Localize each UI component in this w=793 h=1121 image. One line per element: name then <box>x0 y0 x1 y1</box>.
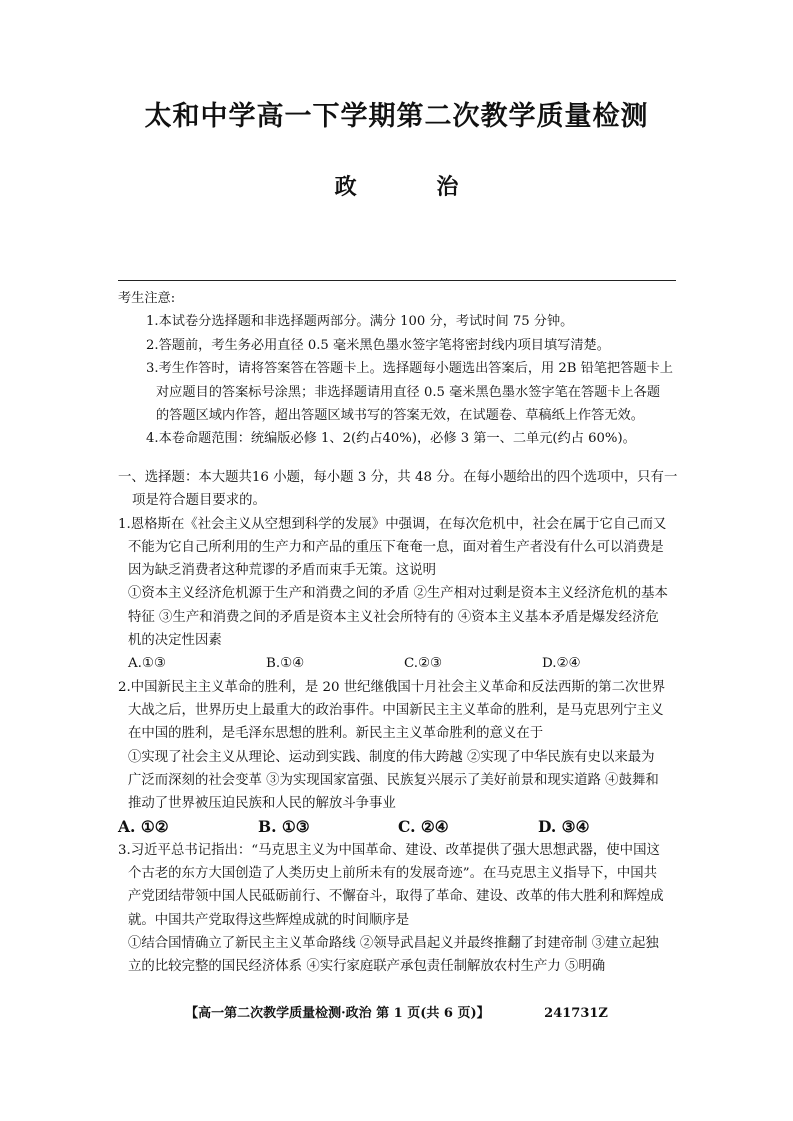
footer-page-info: 【高一第二次教学质量检测·政治 第 1 页(共 6 页)】 <box>185 1006 490 1021</box>
page-footer <box>0 1002 793 1021</box>
question-text: 个古老的东方大国创造了人类历史上前所未有的发展奇迹”。在马克思主义指导下，中国共 <box>128 866 658 882</box>
option-a: A. ①② <box>118 817 169 837</box>
question-statements: 特征 ③生产和消费之间的矛盾是资本主义社会所特有的 ④资本主义基本矛盾是爆发经济危 <box>128 609 659 625</box>
candidate-notice <box>118 287 678 451</box>
notice-item: 4.本卷命题范围：统编版必修 1、2(约占40%)，必修 3 第一、二单元(约占 60%)。 <box>146 431 636 447</box>
question-statements: 立的比较完整的国民经济体系 ④实行家庭联产承包责任制解放农村生产力 ⑤明确 <box>128 959 606 975</box>
notice-item: 3.考生作答时，请将答案答在答题卡上。选择题每小题选出答案后，用 2B 铅笔把答题卡上 <box>146 361 673 377</box>
answer-options <box>118 652 680 675</box>
question-statements: 机的决定性因素 <box>128 633 222 649</box>
option-c: C. ②④ <box>398 817 449 837</box>
question-statements: 推动了世界被压迫民族和人民的解放斗争事业 <box>128 796 396 812</box>
notice-item-continued: 的答题区域内作答，超出答题区域书写的答案无效，在试题卷、草稿纸上作答无效。 <box>156 408 644 424</box>
question-statements: ①实现了社会主义从理论、运动到实践、制度的伟大跨越 ②实现了中华民族有史以来最为 <box>128 749 655 765</box>
question-2 <box>118 676 680 839</box>
question-statements: ①结合国情确立了新民主主义革命路线 ②领导武昌起义并最终推翻了封建帝制 ③建立起独 <box>128 935 659 951</box>
question-1 <box>118 513 680 676</box>
option-d: D. ③④ <box>538 817 590 837</box>
question-text: 3.习近平总书记指出：“马克思主义为中国革命、建设、改革提供了强大思想武器，使中国这 <box>118 842 660 858</box>
option-a: A.①③ <box>128 656 166 672</box>
notice-item: 2.答题前，考生务必用直径 0.5 毫米黑色墨水签字笔将密封线内项目填写清楚。 <box>146 337 610 353</box>
question-3 <box>118 839 680 979</box>
question-text: 因为缺乏消费者这种荒谬的矛盾而束手无策。这说明 <box>128 563 436 579</box>
option-c: C.②③ <box>404 656 443 672</box>
option-b: B.①④ <box>266 656 305 672</box>
question-text: 在中国的胜利，是毛泽东思想的胜利。新民主主义革命胜利的意义在于 <box>128 726 544 742</box>
subject-title: 政 治 <box>334 174 495 200</box>
question-text: 产党团结带领中国人民砥砺前行、不懈奋斗，取得了革命、建设、改革的伟大胜利和辉煌成 <box>128 889 664 905</box>
question-text: 2.中国新民主主义革命的胜利，是 20 世纪继俄国十月社会主义革命和反法西斯的第二次世界 <box>118 679 666 695</box>
question-text: 就。中国共产党取得这些辉煌成就的时间顺序是 <box>128 912 410 928</box>
question-statements: ①资本主义经济危机源于生产和消费之间的矛盾 ②生产相对过剩是资本主义经济危机的基本 <box>128 586 668 602</box>
question-statements: 广泛而深刻的社会变革 ③为实现国家富强、民族复兴展示了美好前景和现实道路 ④鼓舞和 <box>128 772 659 788</box>
question-text: 大战之后，世界历史上最重大的政治事件。中国新民主主义革命的胜利，是马克思列宁主义 <box>128 702 664 718</box>
notice-label: 考生注意: <box>118 291 176 306</box>
answer-options <box>118 815 680 838</box>
notice-item: 1.本试卷分选择题和非选择题两部分。满分 100 分，考试时间 75 分钟。 <box>146 314 574 330</box>
section-heading-continued: 项是符合题目要求的。 <box>132 493 266 509</box>
option-b: B. ①③ <box>258 817 310 837</box>
question-text: 1.恩格斯在《社会主义从空想到科学的发展》中强调，在每次危机中，社会在属于它自己而又 <box>118 516 667 532</box>
option-d: D.②④ <box>542 656 581 672</box>
divider-line <box>118 280 676 281</box>
notice-item-continued: 对应题目的答案标号涂黑；非选择题请用直径 0.5 毫米黑色墨水签字笔在答题卡上各题 <box>156 384 661 400</box>
exam-title: 太和中学高一下学期第二次教学质量检测 <box>144 101 649 132</box>
footer-exam-code: 241731Z <box>544 1006 608 1021</box>
section-heading: 一、选择题：本大题共16 小题，每小题 3 分，共 48 分。在每小题给出的四个选项中，只有一 <box>118 470 678 485</box>
question-text: 不能为它自己所利用的生产力和产品的重压下奄奄一息，面对着生产者没有什么可以消费是 <box>128 539 664 555</box>
question-section <box>118 466 680 979</box>
